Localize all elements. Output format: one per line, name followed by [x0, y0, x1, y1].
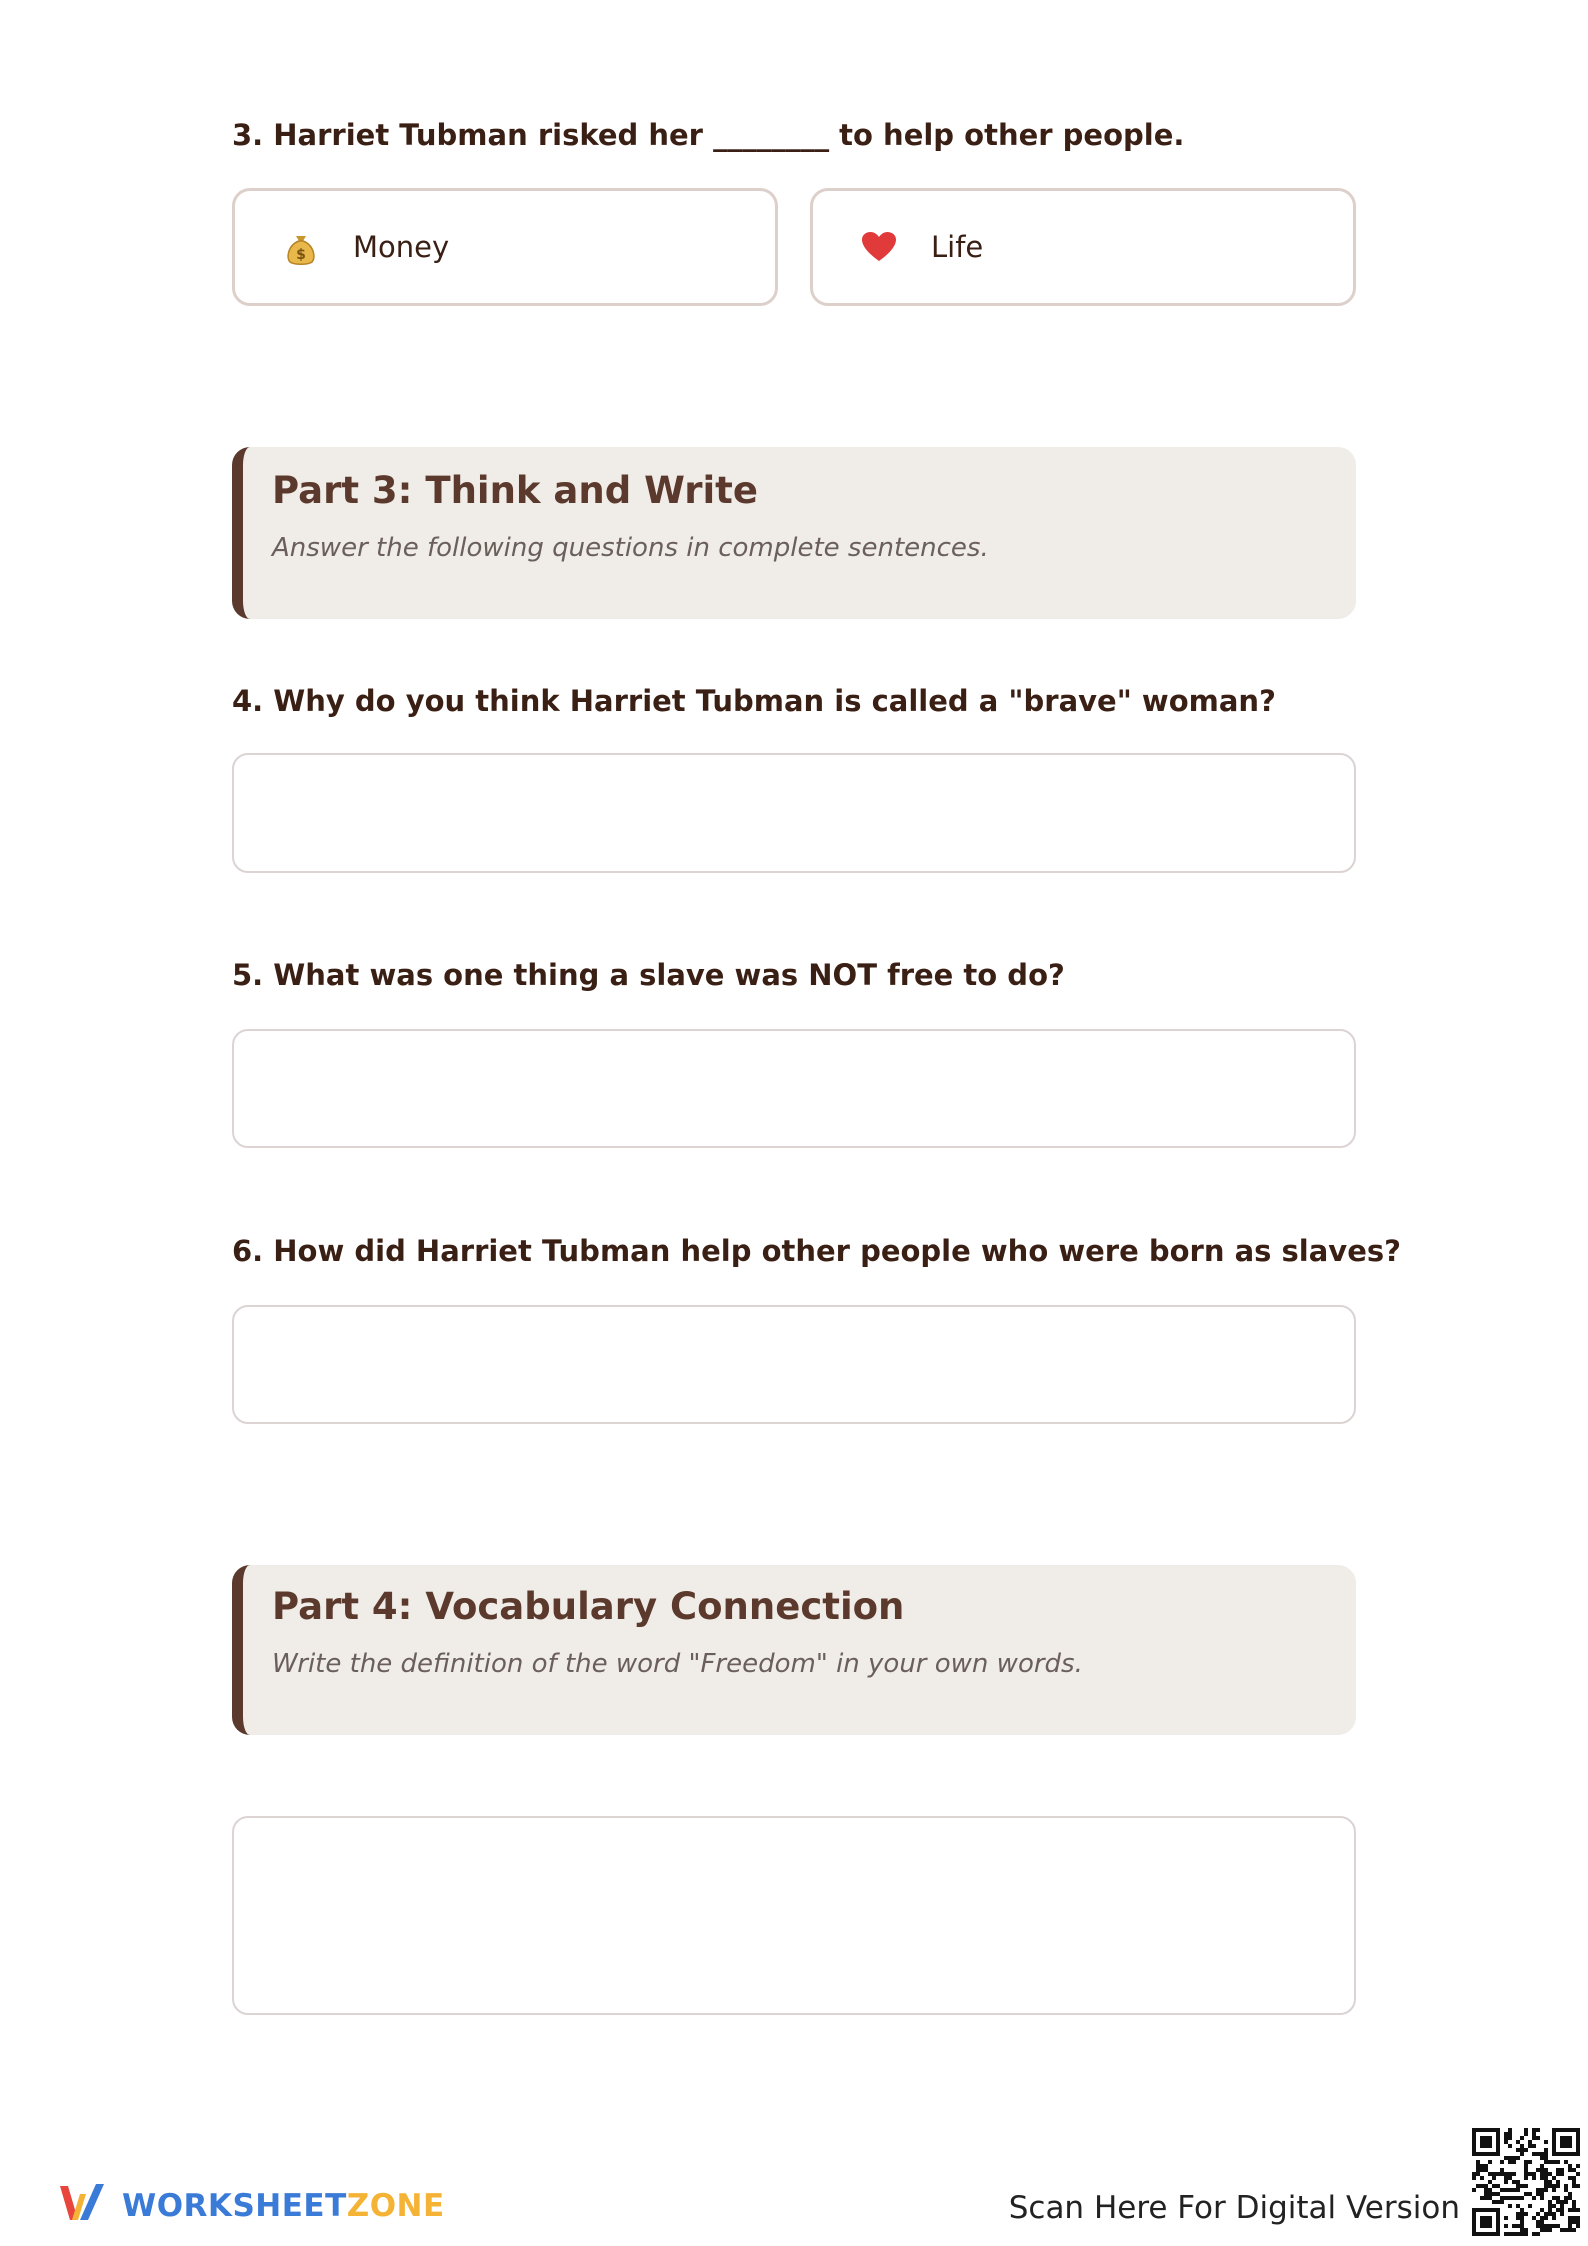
question-6-answer-box[interactable] [232, 1305, 1356, 1424]
brand-text-zone: ZONE [346, 2187, 445, 2224]
question-4-answer-box[interactable] [232, 753, 1356, 873]
question-5-text: 5. What was one thing a slave was NOT free to do? [232, 958, 1065, 992]
qr-code[interactable] [1472, 2128, 1580, 2236]
question-6-text: 6. How did Harriet Tubman help other people who were born as slaves? [232, 1234, 1401, 1268]
worksheetzone-logo [58, 2180, 445, 2231]
money-bag-icon [271, 227, 331, 267]
part-3-subtitle: Answer the following questions in complete sentences. [272, 533, 989, 563]
part-4-header [232, 1565, 1356, 1735]
question-5-answer-box[interactable] [232, 1029, 1356, 1148]
worksheetzone-logo-icon [58, 2180, 108, 2231]
part-3-header [232, 447, 1356, 619]
option-life-label: Life [931, 230, 984, 264]
heart-icon [849, 227, 909, 267]
option-money-label: Money [353, 230, 450, 264]
part-4-subtitle: Write the definition of the word "Freedom" in your own words. [272, 1649, 1083, 1679]
question-4-text: 4. Why do you think Harriet Tubman is called a "brave" woman? [232, 684, 1276, 718]
question-3-text: 3. Harriet Tubman risked her ________ to help other people. [232, 118, 1185, 152]
vocabulary-answer-box[interactable] [232, 1816, 1356, 2015]
part-4-title: Part 4: Vocabulary Connection [272, 1585, 905, 1628]
scan-here-text: Scan Here For Digital Version [1008, 2190, 1460, 2226]
option-life[interactable] [810, 188, 1356, 306]
option-money[interactable] [232, 188, 778, 306]
brand-text-worksheet: WORKSHEET [122, 2187, 347, 2224]
svg-text:$: $ [296, 247, 306, 263]
part-3-title: Part 3: Think and Write [272, 469, 758, 512]
